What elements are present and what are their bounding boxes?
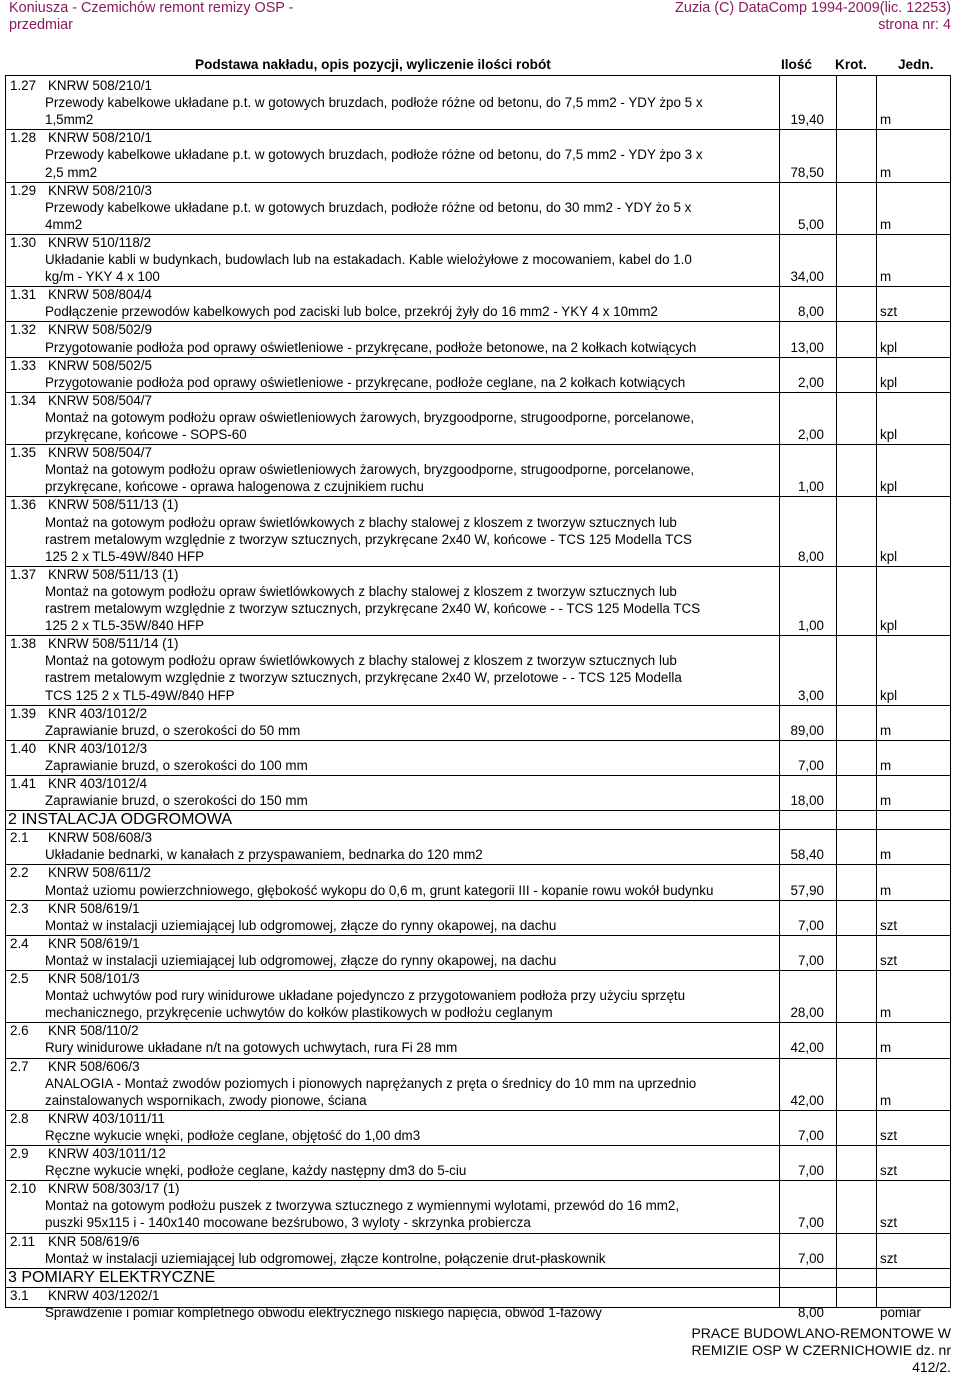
item-quantity: 58,40: [790, 847, 824, 863]
item-quantity: 7,00: [797, 757, 824, 773]
item-quantity: 1,00: [797, 479, 824, 495]
item-description: Montaż na gotowym podłożu opraw świetlówkowych z blachy stalowej z kloszem z tworzyw sztucznych lub: [45, 653, 677, 669]
item-unit: m: [880, 882, 892, 898]
item-quantity: 34,00: [790, 269, 824, 285]
item-unit: m: [880, 1092, 892, 1108]
item-quantity: 19,40: [790, 112, 824, 128]
item-description: zainstalowanych wspornikach, zwody pionowe, ściana: [45, 1092, 367, 1108]
item-number: 1.34: [10, 392, 37, 408]
item-code: KNRW 403/1011/11: [48, 1110, 165, 1126]
item-unit: m: [880, 757, 892, 773]
item-code: KNRW 508/608/3: [48, 830, 152, 846]
section-heading: 2 INSTALACJA ODGROMOWA: [8, 811, 233, 829]
item-code: KNR 508/619/1: [48, 900, 140, 916]
item-description: Rury winidurowe układane n/t na gotowych uchwytach, rura Fi 28 mm: [45, 1040, 458, 1056]
item-quantity: 3,00: [797, 687, 824, 703]
item-quantity: 7,00: [797, 1215, 824, 1231]
item-description: TCS 125 2 x TL5-49W/840 HFP: [45, 687, 235, 703]
item-number: 1.30: [10, 234, 37, 250]
item-description: Zaprawianie bruzd, o szerokości do 50 mm: [45, 722, 301, 738]
item-code: KNR 403/1012/3: [48, 740, 148, 756]
item-number: 1.38: [10, 636, 37, 652]
item-unit: m: [880, 793, 892, 809]
item-description: Montaż na gotowym podłożu opraw świetlówkowych z blachy stalowej z kloszem z tworzyw sztucznych lub: [45, 583, 677, 599]
item-unit: szt: [880, 1215, 898, 1231]
footer-project-description: [691, 1325, 951, 1376]
item-code: KNRW 403/1202/1: [48, 1287, 160, 1303]
item-code: KNRW 508/210/1: [48, 78, 152, 93]
item-description: Układanie bednarki, w kanałach z przyspawaniem, bednarka do 120 mm2: [45, 847, 483, 863]
row-divider: [6, 1058, 950, 1059]
item-code: KNRW 508/611/2: [48, 865, 151, 881]
header-software-license: Zuzia (C) DataComp 1994-2009(lic. 12253): [675, 0, 951, 16]
column-divider: [876, 76, 877, 1307]
item-description: Montaż na gotowym podłożu opraw oświetleniowych żarowych, bryzgoodporne, strugoodporne, porcelanowe,: [45, 462, 695, 478]
item-unit: kpl: [880, 374, 898, 390]
item-quantity: 78,50: [790, 164, 824, 180]
row-divider: [6, 705, 950, 706]
item-description: przykręcane, końcowe - oprawa halogenowa z czujnikiem ruchu: [45, 479, 424, 495]
item-unit: kpl: [880, 339, 898, 355]
item-unit: m: [880, 112, 892, 128]
item-description: Układanie kabli w budynkach, budowlach lub na estakadach. Kable wielożyłowe z mocowaniem, kabel do 1.0: [45, 252, 692, 267]
item-description: ANALOGIA - Montaż zwodów poziomych i pionowych naprężanych z pręta o średnicy do 10 mm na uprzednio: [45, 1075, 697, 1091]
item-unit: szt: [880, 1163, 898, 1179]
item-description: 125 2 x TL5-49W/840 HFP: [45, 548, 205, 564]
item-unit: m: [880, 847, 892, 863]
item-code: KNRW 508/511/14 (1): [48, 636, 179, 652]
item-quantity: 13,00: [790, 339, 824, 355]
header-document-type: przedmiar: [9, 17, 73, 33]
item-number: 1.27: [10, 78, 37, 93]
item-quantity: 7,00: [797, 1163, 824, 1179]
item-quantity: 1,00: [797, 618, 824, 634]
item-code: KNR 403/1012/4: [48, 776, 148, 791]
item-description: kg/m - YKY 4 x 100: [45, 269, 160, 285]
item-code: KNR 508/110/2: [48, 1023, 139, 1039]
item-number: 1.36: [10, 497, 37, 513]
item-unit: kpl: [880, 548, 898, 564]
item-number: 1.33: [10, 357, 37, 373]
item-description: Przewody kabelkowe układane p.t. w gotowych bruzdach, podłoże różne od betonu, do 7,5 mm2 - YDY żpo 5 x: [45, 95, 703, 111]
item-number: 1.28: [10, 130, 37, 146]
item-description: Montaż w instalacji uziemiającej lub odgromowej, złącze do rynny okapowej, na dachu: [45, 917, 557, 933]
item-number: 2.5: [10, 971, 29, 986]
item-number: 1.37: [10, 566, 37, 582]
item-description: Zaprawianie bruzd, o szerokości do 150 mm: [45, 793, 308, 809]
item-unit: m: [880, 164, 892, 180]
item-number: 1.41: [10, 776, 37, 791]
item-number: 2.8: [10, 1110, 29, 1126]
item-code: KNRW 508/303/17 (1): [48, 1181, 180, 1197]
item-number: 1.32: [10, 322, 37, 338]
item-description: rastrem metalowym względnie z tworzyw sztucznych, przykręcane 2x40 W, przelotowe - - TCS 125 Modella: [45, 670, 682, 686]
item-quantity: 89,00: [790, 722, 824, 738]
item-code: KNRW 508/511/13 (1): [48, 566, 179, 582]
footer-line: 412/2.: [912, 1359, 951, 1375]
item-unit: szt: [880, 952, 898, 968]
item-description: Montaż uchwytów pod rury winidurowe układane pojedynczo z przygotowaniem podłoża przy użyciu sprzętu: [45, 988, 686, 1004]
item-code: KNR 508/619/1: [48, 935, 140, 951]
item-unit: szt: [880, 1250, 898, 1266]
item-quantity: 7,00: [797, 952, 824, 968]
item-description: Montaż na gotowym podłożu opraw oświetleniowych żarowych, bryzgoodporne, strugoodporne, porcelanowe,: [45, 409, 695, 425]
item-description: Montaż w instalacji uziemiającej lub odgromowej, złącze do rynny okapowej, na dachu: [45, 952, 557, 968]
item-description: Podłączenie przewodów kabelkowych pod zaciski lub bolce, przekrój żyły do 16 mm2 - YKY 4 x 10mm2: [45, 304, 658, 320]
item-number: 2.11: [10, 1233, 36, 1249]
item-unit: szt: [880, 1127, 898, 1143]
item-number: 2.7: [10, 1058, 29, 1074]
item-code: KNRW 508/504/7: [48, 392, 152, 408]
column-header-multiplier: Krot.: [835, 57, 867, 72]
item-unit: kpl: [880, 427, 898, 442]
item-description: Ręczne wykucie wnęki, podłoże ceglane, objętość do 1,00 dm3: [45, 1127, 421, 1143]
item-quantity: 8,00: [797, 304, 824, 320]
item-quantity: 28,00: [790, 1005, 824, 1021]
item-code: KNRW 508/502/9: [48, 322, 152, 338]
item-description: przykręcane, końcowe - SOPS-60: [45, 427, 247, 442]
item-number: 2.4: [10, 935, 29, 951]
item-quantity: 57,90: [790, 882, 824, 898]
item-code: KNRW 508/210/3: [48, 182, 152, 198]
item-code: KNR 508/101/3: [48, 971, 140, 986]
row-divider: [6, 1022, 950, 1023]
item-quantity: 8,00: [797, 1304, 824, 1320]
row-divider: [6, 1233, 950, 1234]
item-number: 1.40: [10, 740, 37, 756]
item-quantity: 7,00: [797, 1250, 824, 1266]
item-unit: kpl: [880, 687, 898, 703]
item-code: KNR 508/606/3: [48, 1058, 140, 1074]
column-header-quantity: Ilość: [781, 57, 812, 72]
item-quantity: 7,00: [797, 917, 824, 933]
item-code: KNRW 510/118/2: [48, 234, 151, 250]
item-description: Przewody kabelkowe układane p.t. w gotowych bruzdach, podłoże różne od betonu, do 7,5 mm2 - YDY żpo 3 x: [45, 147, 703, 163]
item-description: 2,5 mm2: [45, 164, 98, 180]
item-unit: kpl: [880, 479, 898, 495]
item-description: Sprawdzenie i pomiar kompletnego obwodu elektrycznego niskiego napięcia, obwód 1-fazowy: [45, 1304, 602, 1320]
item-code: KNRW 508/511/13 (1): [48, 497, 179, 513]
item-code: KNR 403/1012/2: [48, 705, 148, 721]
item-unit: m: [880, 722, 892, 738]
column-divider: [836, 76, 837, 1307]
item-unit: szt: [880, 304, 898, 320]
item-code: KNRW 508/804/4: [48, 287, 152, 303]
item-number: 2.3: [10, 900, 29, 916]
item-description: Montaż na gotowym podłożu opraw świetlówkowych z blachy stalowej z kloszem z tworzyw sztucznych lub: [45, 514, 677, 530]
item-description: 125 2 x TL5-35W/840 HFP: [45, 618, 205, 634]
row-divider: [6, 970, 950, 971]
footer-line: PRACE BUDOWLANO-REMONTOWE W: [691, 1325, 951, 1341]
section-heading: 3 POMIARY ELEKTRYCZNE: [8, 1268, 216, 1286]
item-quantity: 8,00: [797, 548, 824, 564]
item-description: puszki 95x115 i - 140x140 mocowane bezśrubowo, 3 wyloty - skrzynka probiercza: [45, 1215, 531, 1231]
item-number: 3.1: [10, 1287, 29, 1303]
item-number: 2.6: [10, 1023, 29, 1039]
item-number: 2.1: [10, 830, 29, 846]
item-description: 4mm2: [45, 216, 83, 232]
cost-items-table: [5, 75, 951, 1320]
item-description: Przygotowanie podłoża pod oprawy oświetleniowe - przykręcane, podłoże betonowe, na 2 kołkach kotwiących: [45, 339, 697, 355]
item-code: KNR 508/619/6: [48, 1233, 140, 1249]
header-page-number: strona nr: 4: [878, 17, 951, 33]
item-number: 2.2: [10, 865, 29, 881]
footer-line: REMIZIE OSP W CZERNICHOWIE dz. nr: [691, 1342, 951, 1358]
item-description: Montaż uziomu powierzchniowego, głębokość wykopu do 0,6 m, grunt kategorii III - kopanie rowu wokół budynku: [45, 882, 714, 898]
item-quantity: 7,00: [797, 1127, 824, 1143]
item-unit: szt: [880, 917, 898, 933]
item-description: mechanicznego, przykręcenie uchwytów do kołków plastikowych w podłożu ceglanym: [45, 1005, 553, 1021]
item-code: KNRW 508/502/5: [48, 357, 152, 373]
item-unit: pomiar: [880, 1304, 921, 1320]
item-description: Montaż w instalacji uziemiającej lub odgromowej, złącze kontrolne, połączenie drut-płaskownik: [45, 1250, 606, 1266]
row-divider: [6, 740, 950, 741]
item-code: KNRW 508/504/7: [48, 445, 152, 461]
item-number: 2.10: [10, 1181, 37, 1197]
item-description: 1,5mm2: [45, 112, 94, 128]
item-description: Zaprawianie bruzd, o szerokości do 100 mm: [45, 757, 308, 773]
item-unit: m: [880, 1040, 892, 1056]
item-quantity: 2,00: [797, 427, 824, 442]
item-description: Przygotowanie podłoża pod oprawy oświetleniowe - przykręcane, podłoże ceglane, na 2 kołkach kotwiących: [45, 374, 686, 390]
item-number: 1.29: [10, 182, 37, 198]
item-unit: kpl: [880, 618, 898, 634]
item-description: rastrem metalowym względnie z tworzyw sztucznych, przykręcane 2x40 W, końcowe - TCS 125 Modella TCS: [45, 531, 692, 547]
item-code: KNRW 403/1011/12: [48, 1146, 166, 1161]
header-project-title: Koniusza - Czemichów remont remizy OSP -: [9, 0, 294, 16]
item-unit: m: [880, 216, 892, 232]
item-unit: m: [880, 1005, 892, 1021]
row-divider: [6, 900, 950, 901]
row-divider: [6, 935, 950, 936]
row-divider: [6, 775, 950, 776]
item-number: 1.35: [10, 445, 37, 461]
item-number: 2.9: [10, 1146, 29, 1161]
item-quantity: 18,00: [790, 793, 824, 809]
item-quantity: 2,00: [797, 374, 824, 390]
item-description: Przewody kabelkowe układane p.t. w gotowych bruzdach, podłoże różne od betonu, do 30 mm2 - YDY żo 5 x: [45, 199, 692, 215]
item-description: rastrem metalowym względnie z tworzyw sztucznych, przykręcane 2x40 W, końcowe - - TCS 125 Modella TCS: [45, 601, 701, 616]
column-header-description: Podstawa nakładu, opis pozycji, wyliczenie ilości robót: [195, 57, 551, 72]
item-description: Ręczne wykucie wnęki, podłoże ceglane, każdy następny dm3 do 5-ciu: [45, 1163, 467, 1179]
item-number: 1.31: [10, 287, 37, 303]
column-headers: [195, 57, 945, 73]
item-unit: m: [880, 269, 892, 285]
item-quantity: 42,00: [790, 1040, 824, 1056]
column-header-unit: Jedn.: [898, 57, 934, 72]
item-number: 1.39: [10, 705, 37, 721]
item-quantity: 42,00: [790, 1092, 824, 1108]
item-quantity: 5,00: [797, 216, 824, 232]
item-code: KNRW 508/210/1: [48, 130, 152, 146]
item-description: Montaż na gotowym podłożu puszek z tworzywa sztucznego z wymiennymi wylotami, przewód do 16 mm2,: [45, 1198, 680, 1214]
